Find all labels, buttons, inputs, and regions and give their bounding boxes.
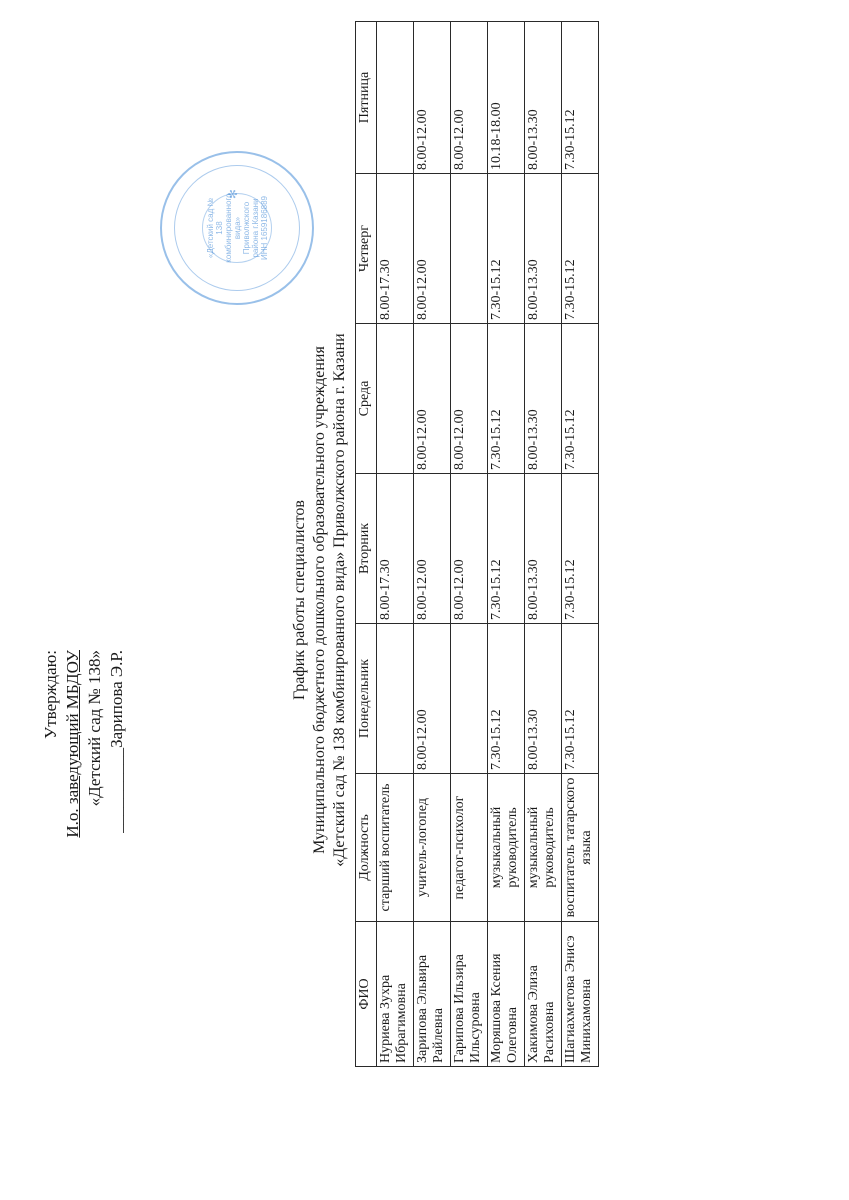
cell-wednesday: 8.00-12.00 [451, 324, 488, 474]
cell-monday [377, 624, 414, 774]
approval-line-3: «Детский сад № 138» [85, 650, 104, 807]
table-row [377, 22, 414, 1067]
header-monday: Понедельник [356, 624, 377, 774]
cell-tuesday: 8.00-17.30 [377, 474, 414, 624]
cell-position: музыкальный руководитель [488, 774, 525, 922]
cell-friday [377, 22, 414, 174]
header-position: Должность [356, 774, 377, 922]
header-wednesday: Среда [356, 324, 377, 474]
cell-thursday: 8.00-13.30 [525, 174, 562, 324]
stamp-star-icon: ✻ [226, 189, 240, 200]
cell-tuesday: 7.30-15.12 [488, 474, 525, 624]
stamp-text: «Детский сад № 138 комбинированного вида» Приволжского района г.Казани ИНН 1659186889 [205, 193, 269, 263]
table-row [525, 22, 562, 1067]
table-header-row [356, 22, 377, 1067]
approval-line-1: Утверждаю: [41, 650, 60, 739]
cell-wednesday: 7.30-15.12 [488, 324, 525, 474]
cell-friday: 8.00-12.00 [414, 22, 451, 174]
cell-friday: 8.00-13.30 [525, 22, 562, 174]
header-fio: ФИО [356, 922, 377, 1067]
cell-fio: Нуриева Зухра Ибрагимовна [377, 922, 414, 1067]
cell-thursday: 7.30-15.12 [488, 174, 525, 324]
approval-signature-line: __________Зарипова Э.Р. [107, 650, 126, 833]
cell-friday: 7.30-15.12 [562, 22, 599, 174]
cell-fio: Хакимова Элиза Расиховна [525, 922, 562, 1067]
cell-wednesday [377, 324, 414, 474]
approval-line-2: И.о. заведующий МБДОУ [63, 650, 82, 838]
cell-friday: 10.18-18.00 [488, 22, 525, 174]
cell-position: воспитатель татарского языка [562, 774, 599, 922]
cell-monday: 8.00-13.30 [525, 624, 562, 774]
cell-wednesday: 8.00-12.00 [414, 324, 451, 474]
cell-position: педагог-психолог [451, 774, 488, 922]
cell-wednesday: 8.00-13.30 [525, 324, 562, 474]
schedule-table [355, 21, 599, 1067]
cell-tuesday: 7.30-15.12 [562, 474, 599, 624]
cell-fio: Шагиахметова Энисэ Минихамовна [562, 922, 599, 1067]
header-thursday: Четверг [356, 174, 377, 324]
title-line-3: «Детский сад № 138 комбинированного вида» Приволжского района г. Казани [331, 333, 348, 867]
table-row [488, 22, 525, 1067]
header-friday: Пятница [356, 22, 377, 174]
cell-thursday: 8.00-17.30 [377, 174, 414, 324]
cell-fio: Зарипова Эльвира Райлевна [414, 922, 451, 1067]
title-line-1: График работы специалистов [291, 500, 308, 700]
cell-thursday [451, 174, 488, 324]
cell-tuesday: 8.00-12.00 [451, 474, 488, 624]
cell-friday: 8.00-12.00 [451, 22, 488, 174]
cell-tuesday: 8.00-13.30 [525, 474, 562, 624]
cell-position: старший воспитатель [377, 774, 414, 922]
cell-thursday: 8.00-12.00 [414, 174, 451, 324]
cell-wednesday: 7.30-15.12 [562, 324, 599, 474]
cell-monday: 7.30-15.12 [488, 624, 525, 774]
cell-monday [451, 624, 488, 774]
cell-tuesday: 8.00-12.00 [414, 474, 451, 624]
cell-position: музыкальный руководитель [525, 774, 562, 922]
cell-fio: Гарипова Ильзира Ильсуровна [451, 922, 488, 1067]
cell-thursday: 7.30-15.12 [562, 174, 599, 324]
cell-position: учитель-логопед [414, 774, 451, 922]
table-row [414, 22, 451, 1067]
title-line-2: Муниципального бюджетного дошкольного образовательного учреждения [311, 346, 328, 854]
table-row [562, 22, 599, 1067]
table-row [451, 22, 488, 1067]
header-tuesday: Вторник [356, 474, 377, 624]
cell-monday: 8.00-12.00 [414, 624, 451, 774]
approval-block [40, 650, 128, 838]
document-title [290, 130, 350, 1070]
cell-monday: 7.30-15.12 [562, 624, 599, 774]
cell-fio: Моряшова Ксения Олеговна [488, 922, 525, 1067]
